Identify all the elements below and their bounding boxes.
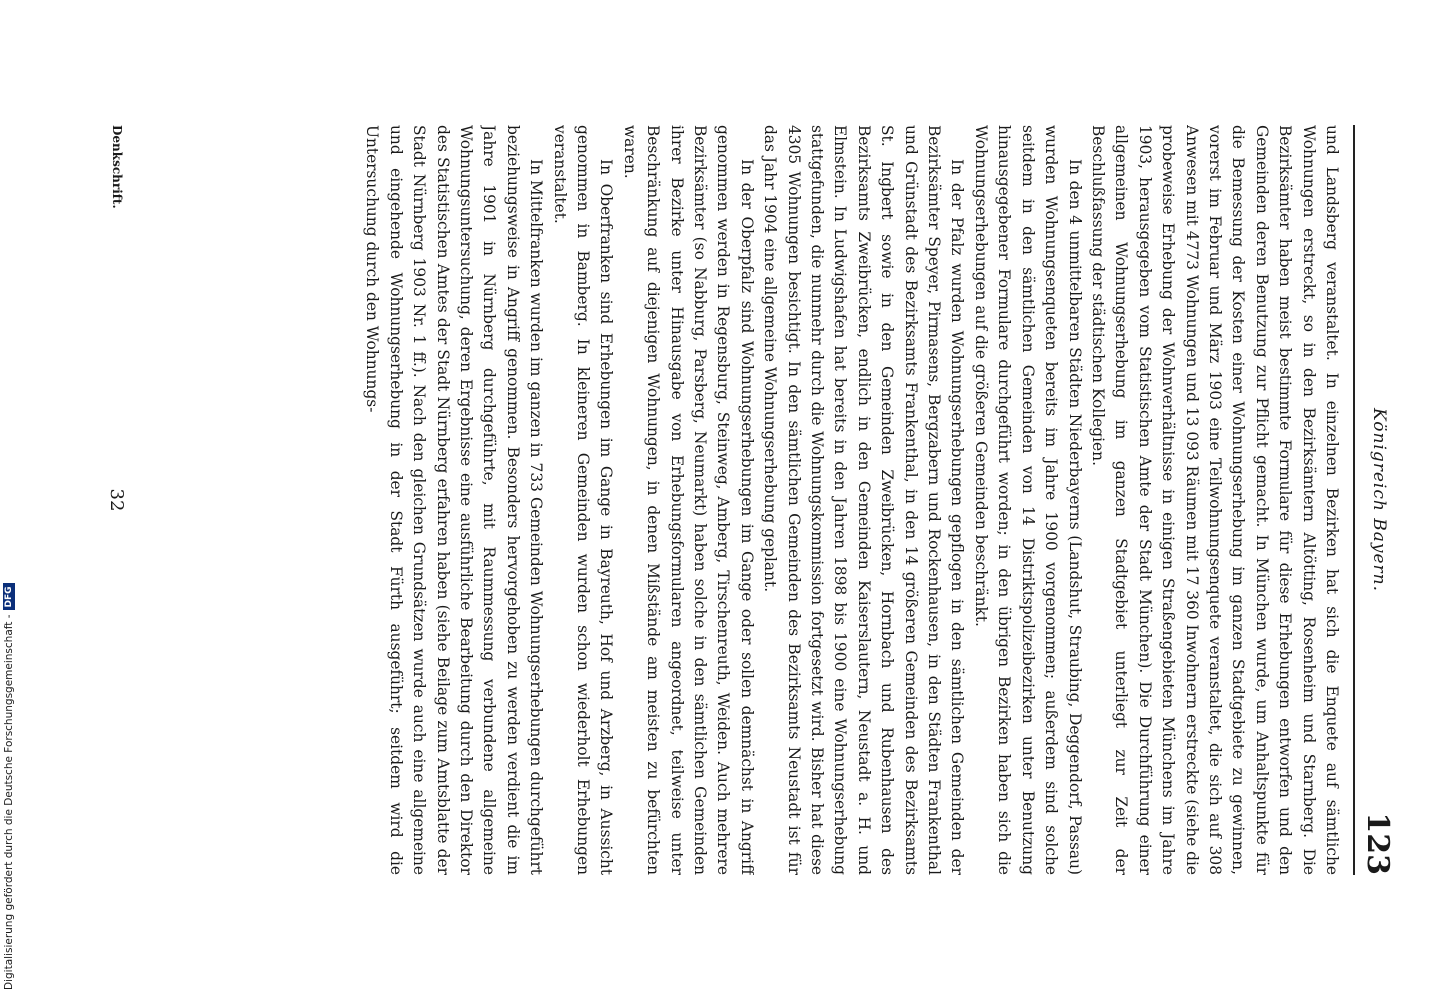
credit-text: Digitalisierung gefördert durch die Deutsche Forschungsgemeinschaft - xyxy=(3,614,15,990)
scanned-page xyxy=(100,125,1395,875)
paragraph: und Landsberg veranstaltet. In einzelnen Bezirken hat sich die Enquete auf sämtliche Wohnungen erstreckt, so in den Bezirksämtern Altötting, Rosenheim und Starnberg. Die Bezirksämter haben meist bestimmte Formulare für diese Erhebungen entworfen und den Gemeinden deren Benutzung zur Pflicht gemacht. In München wurde, um Anhaltspunkte für die Bemessung der Kosten einer Wohnungserhebung im ganzen Stadtgebiete zu gewinnen, vorerst im Februar und März 1903 eine Teilwohnungsenquete veranstaltet, die sich auf 308 Anwesen mit 4773 Wohnungen und 13 093 Räumen mit 17 360 Inwohnern erstreckte (siehe die probeweise Erhebung der Wohnverhältnisse in einigen Straßengebieten Münchens im Jahre 1903, herausgegeben vom Statistischen Amte der Stadt München). Die Durchführung einer allgemeinen Wohnungserhebung im ganzen Stadtgebiet unterliegt zur Zeit der Beschlußfassung der städtischen Kollegien. xyxy=(1088,125,1341,875)
page-number: 123 xyxy=(1360,812,1395,875)
paragraph: In der Oberpfalz sind Wohnungserhebungen im Gange oder sollen demnächst in Angriff genommen werden in Regensburg, Steinweg, Amberg, Tirschenreuth, Weiden. Auch mehrere Bezirksämter (so Nabburg, Parsberg, Neumarkt) haben solche in den sämtlichen Gemeinden ihrer Bezirke unter Hinausgabe von Erhebungsformularen angeordnet, teilweise unter Beschränkung auf diejenigen Wohnungen, in denen Mißstände am meisten zu befürchten waren. xyxy=(620,125,756,875)
paragraph: In den 4 unmittelbaren Städten Niederbayerns (Landshut, Straubing, Deggendorf, Passau) wurden Wohnungsenqueten bereits im Jahre 1900 vorgenommen; außerdem sind solche seitdem in den sämtlichen Gemeinden von 14 Distriktspolizeibezirken unter Benutzung hinausgegebener Formulare durchgeführt worden; in den übrigen Bezirken haben sich die Wohnungserhebungen auf die größeren Gemeinden beschränkt. xyxy=(971,125,1084,875)
sheet-number: 32 xyxy=(106,488,127,512)
page-footer xyxy=(106,125,146,875)
paragraph: In Oberfranken sind Erhebungen im Gange in Bayreuth, Hof und Arzberg, in Aussicht genommen in Bamberg. In kleineren Gemeinden wurden schon wiederholt Erhebungen veranstaltet. xyxy=(550,125,616,875)
body-text xyxy=(160,125,1343,875)
paragraph: In Mittelfranken wurden im ganzen in 733 Gemeinden Wohnungserhebungen durchgeführt beziehungsweise in Angriff genommen. Besonders hervorgehoben zu werden verdient die im Jahre 1901 in Nürnberg durchgeführte, mit Raummessung verbundene allgemeine Wohnungsuntersuchung, deren Ergebnisse eine ausführliche Bearbeitung durch den Direktor des Statistischen Amtes der Stadt Nürnberg erfahren haben (siehe Beilage zum Amtsblatte der Stadt Nürnberg 1903 Nr. 1 ff.). Nach den gleichen Grundsätzen wurde auch eine allgemeine und eingehende Wohnungserhebung in der Stadt Fürth ausgeführt; seitdem wird die Untersuchung durch den Wohnungs- xyxy=(363,125,546,875)
page-header xyxy=(1353,125,1395,875)
paragraph: In der Pfalz wurden Wohnungserhebungen gepflogen in den sämtlichen Gemeinden der Bezirksämter Speyer, Pirmasens, Bergzabern und Rockenhausen, in den Städten Frankenthal und Grünstadt des Bezirksamts Frankenthal, in den 14 größeren Gemeinden des Bezirksamts St. Ingbert sowie in den Gemeinden Zweibrücken, Hornbach und Rubenhausen des Bezirksamts Zweibrücken, endlich in den Gemeinden Kaiserslautern, Neustadt a. H. und Elmstein. In Ludwigshafen hat bereits in den Jahren 1898 bis 1900 eine Wohnungserhebung stattgefunden, die nunmehr durch die Wohnungskommission fortgesetzt wird. Bisher hat diese 4305 Wohnungen besichtigt. In den sämtlichen Gemeinden des Bezirksamts Neustadt ist für das Jahr 1904 eine allgemeine Wohnungserhebung geplant. xyxy=(761,125,967,875)
digitization-credit xyxy=(0,586,18,990)
running-title: Königreich Bayern. xyxy=(1369,407,1389,592)
sheet-label: Denkschrift. xyxy=(110,125,124,209)
dfg-logo: DFG xyxy=(3,583,15,610)
